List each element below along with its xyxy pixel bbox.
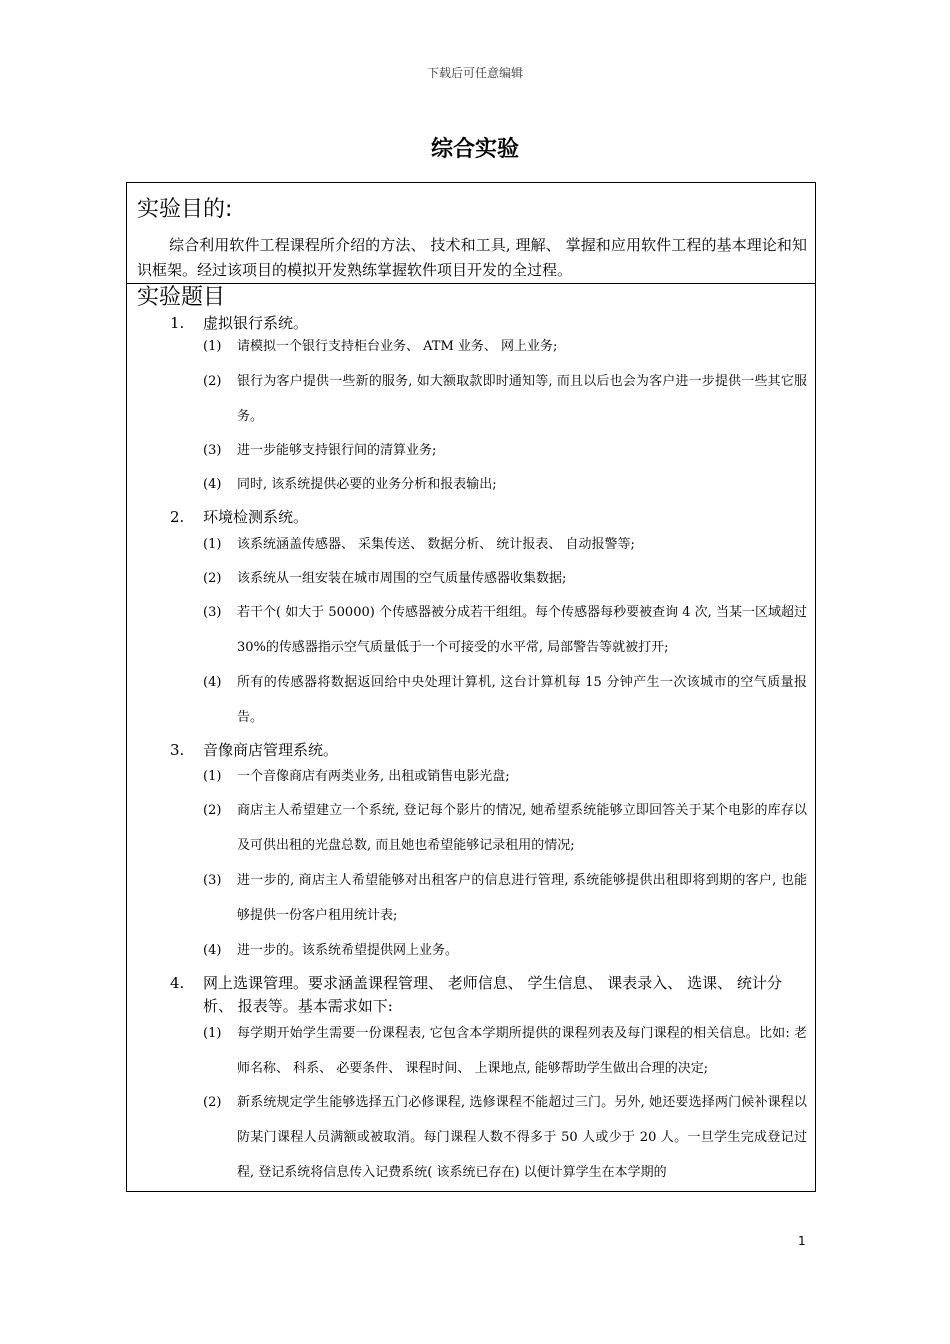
sub-item-text: 进一步能够支持银行间的清算业务; <box>237 443 437 458</box>
topic-title: 环境检测系统。 <box>203 508 309 526</box>
sub-item-number: (2) <box>203 803 222 818</box>
topics-section <box>127 284 815 1191</box>
sub-item-number: (2) <box>203 571 222 586</box>
topics-heading: 实验题目 <box>137 285 226 310</box>
sub-item-text: 银行为客户提供一些新的服务, 如大额取款即时通知等, 而且以后也会为客户进一步提供一些其它服务。 <box>237 374 807 424</box>
page-number: 1 <box>798 1234 806 1248</box>
sub-item-text: 每学期开始学生需要一份课程表, 它包含本学期所提供的课程列表及每门课程的相关信息。比如: 老师名称、 科系、 必要条件、 课程时间、 上课地点, 能够帮助学生做出合理的决定; <box>237 1026 807 1076</box>
purpose-section <box>127 183 815 284</box>
sub-item-number: (1) <box>203 339 222 354</box>
sub-item-number: (3) <box>203 443 222 458</box>
sub-item-text: 商店主人希望建立一个系统, 登记每个影片的情况, 她希望系统能够立即回答关于某个电影的库存以及可供出租的光盘总数, 而且她也希望能够记录租用的情况; <box>237 803 807 853</box>
sub-item-text: 一个音像商店有两类业务, 出租或销售电影光盘; <box>237 769 510 784</box>
sub-item-number: (2) <box>203 1095 222 1110</box>
sub-item-text: 新系统规定学生能够选择五门必修课程, 选修课程不能超过三门。另外, 她还要选择两门候补课程以防某门课程人员满额或被取消。每门课程人数不得多于 50 人或少于 20 人。一旦学生完成登记过程, 登记系统将信息传入记费系统( 该系统已存在) 以便计算学生在本学期的 <box>237 1095 807 1180</box>
sub-item-text: 请模拟一个银行支持柜台业务、 ATM 业务、 网上业务; <box>237 339 558 354</box>
sub-item-text: 同时, 该系统提供必要的业务分析和报表输出; <box>237 477 497 492</box>
topic-title: 音像商店管理系统。 <box>203 741 339 759</box>
document-title: 综合实验 <box>430 137 519 162</box>
topic-title: 虚拟银行系统。 <box>203 314 309 332</box>
sub-item-text: 该系统涵盖传感器、 采集传送、 数据分析、 统计报表、 自动报警等; <box>237 537 635 552</box>
sub-item-text: 该系统从一组安装在城市周围的空气质量传感器收集数据; <box>237 571 567 586</box>
topic-number: 2. <box>170 508 185 526</box>
purpose-heading: 实验目的: <box>137 197 233 222</box>
sub-item-number: (4) <box>203 943 222 958</box>
purpose-text: 综合利用软件工程课程所介绍的方法、 技术和工具, 理解、 掌握和应用软件工程的基本理论和知识框架。经过该项目的模拟开发熟练掌握软件项目开发的全过程。 <box>137 236 807 279</box>
sub-item-number: (3) <box>203 873 222 888</box>
sub-item-text: 所有的传感器将数据返回给中央处理计算机, 这台计算机每 15 分钟产生一次该城市的空气质量报告。 <box>237 675 807 725</box>
sub-item-number: (4) <box>203 675 222 690</box>
sub-item-number: (1) <box>203 537 222 552</box>
topic-number: 1. <box>170 314 185 332</box>
sub-item-number: (1) <box>203 769 222 784</box>
page-header-note: 下载后可任意编辑 <box>426 66 523 80</box>
sub-item-number: (1) <box>203 1026 222 1041</box>
sub-item-number: (2) <box>203 374 222 389</box>
sub-item-number: (3) <box>203 605 222 620</box>
topic-number: 3. <box>170 741 185 759</box>
sub-item-text: 进一步的, 商店主人希望能够对出租客户的信息进行管理, 系统能够提供出租即将到期的客户, 也能够提供一份客户租用统计表; <box>237 873 807 923</box>
sub-item-number: (4) <box>203 477 222 492</box>
topic-number: 4. <box>170 974 185 992</box>
sub-item-text: 若干个( 如大于 50000) 个传感器被分成若干组组。每个传感器每秒要被查询 4 次, 当某一区域超过 30%的传感器指示空气质量低于一个可接受的水平常, 局部警告等就被打开; <box>237 605 807 655</box>
content-table <box>126 182 816 1192</box>
sub-item-text: 进一步的。该系统希望提供网上业务。 <box>237 943 459 958</box>
topic-title: 网上选课管理。要求涵盖课程管理、 老师信息、 学生信息、 课表录入、 选课、 统计分析、 报表等。基本需求如下: <box>203 974 782 1015</box>
